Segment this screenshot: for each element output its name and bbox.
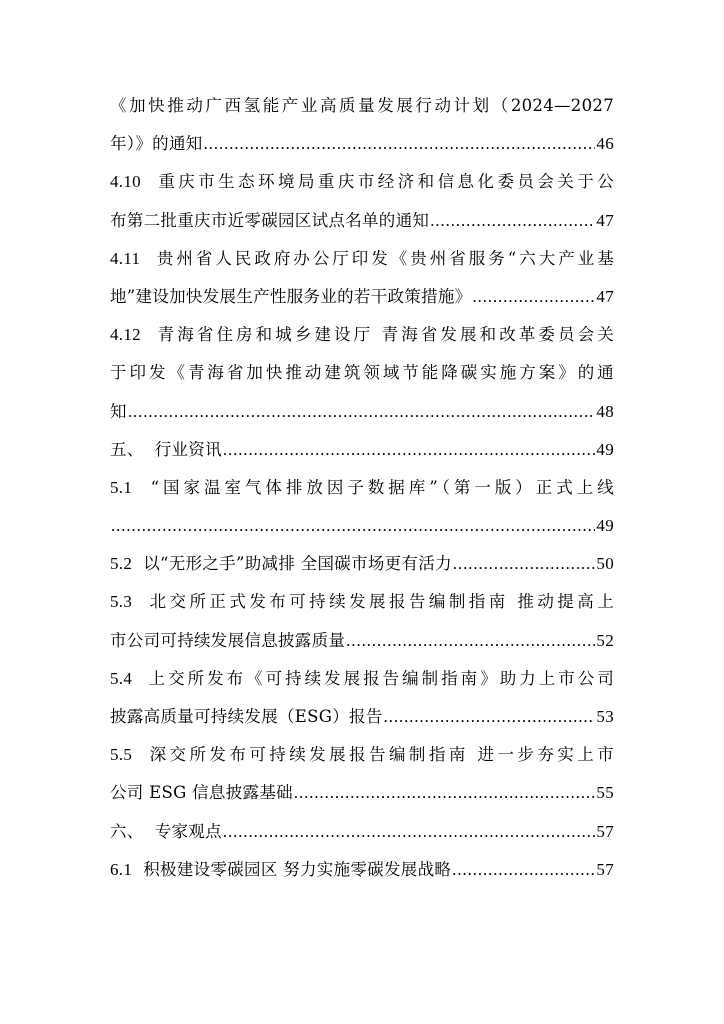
toc-entry-text: 地”建设加快发展生产性服务业的若干政策措施》 [110,286,472,306]
dot-leader [384,698,596,736]
toc-entry-number: 4.12 [110,325,141,345]
toc-entry-text: 布第二批重庆市近零碳园区试点名单的通知 [110,210,430,230]
toc-entry-text: 市公司可持续发展信息披露质量 [110,630,346,650]
toc-entry-5-4-line2[interactable] [110,698,614,736]
dot-leader [111,507,595,545]
toc-entry-number: 6.1 [110,859,133,879]
toc-page-number: 50 [596,554,614,574]
toc-entry-4-11-line1[interactable] [110,240,614,278]
toc-entry-text: 上交所发布《可持续发展报告编制指南》助力上市公司 [148,668,614,688]
toc-entry-5-1-line1[interactable] [110,469,614,507]
toc-entry-text: 公司 ESG 信息披露基础 [110,783,293,803]
toc-page-number: 48 [596,401,614,421]
toc-page-number: 47 [596,286,614,306]
toc-entry-text: 积极建设零碳园区 努力实施零碳发展战略 [143,859,452,879]
toc-section-6[interactable] [110,813,614,851]
dot-leader [430,202,595,240]
toc-entry-text: 以“无形之手”助减排 全国碳市场更有活力 [143,554,452,574]
toc-entry-number: 4.11 [110,248,141,268]
dot-leader [223,431,596,469]
toc-entry-4-10-line1[interactable] [110,163,614,201]
toc-entry-text: 披露高质量可持续发展（ESG）报告 [110,707,383,726]
toc-entry-number: 5.4 [110,668,133,688]
toc-entry-guangxi-hydrogen-line1[interactable] [110,87,614,125]
toc-page-number: 57 [596,859,614,879]
toc-entry-number: 4.10 [110,172,141,192]
toc-page-number: 57 [596,821,614,841]
toc-entry-4-12-line3[interactable] [110,393,614,431]
dot-leader [453,545,596,583]
toc-entry-text: 重庆市生态环境局重庆市经济和信息化委员会关于公 [158,172,614,192]
toc-entry-5-1-line2[interactable] [110,507,614,545]
toc-entry-number: 5.2 [110,554,133,574]
toc-page-number: 49 [596,439,614,459]
table-of-contents [110,87,614,889]
toc-entry-text: 《加快推动广西氢能产业高质量发展行动计划（2024—2027 [110,96,614,115]
toc-entry-4-12-line1[interactable] [110,316,614,354]
toc-entry-text: 深交所发布可持续发展报告编制指南 进一步夯实上市 [149,745,615,765]
toc-entry-guangxi-hydrogen-line2[interactable] [110,125,614,163]
toc-entry-text: 于印发《青海省加快推动建筑领域节能降碳实施方案》的通 [110,363,614,383]
toc-entry-5-5-line2[interactable] [110,774,614,812]
toc-page-number: 52 [596,630,614,650]
toc-entry-4-12-line2[interactable] [110,354,614,392]
toc-entry-number: 5.1 [110,477,133,497]
toc-section-label: 六、 专家观点 [110,821,222,841]
toc-section-5[interactable] [110,431,614,469]
toc-entry-text: 贵州省人民政府办公厅印发《贵州省服务“六大产业基 [156,248,615,268]
toc-page-number: 46 [596,134,614,154]
toc-entry-6-1[interactable] [110,851,614,889]
toc-entry-4-11-line2[interactable] [110,278,614,316]
toc-section-label: 五、 行业资讯 [110,439,222,459]
toc-entry-text: 年）》的通知 [110,134,203,154]
dot-leader [128,393,596,431]
toc-entry-4-10-line2[interactable] [110,202,614,240]
dot-leader [204,125,596,163]
dot-leader [294,774,595,812]
dot-leader [473,278,596,316]
toc-entry-text: 青海省住房和城乡建设厅 青海省发展和改革委员会关 [157,325,615,345]
dot-leader [223,813,596,851]
toc-entry-5-3-line1[interactable] [110,583,614,621]
toc-entry-number: 5.3 [110,592,133,612]
toc-entry-5-5-line1[interactable] [110,736,614,774]
toc-entry-number: 5.5 [110,745,133,765]
toc-page-number: 49 [596,516,614,536]
toc-page-number: 47 [596,210,614,230]
toc-entry-text: 知 [110,401,127,421]
toc-entry-text: “国家温室气体排放因子数据库”（第一版）正式上线 [150,477,614,497]
toc-entry-5-2[interactable] [110,545,614,583]
toc-page-number: 55 [596,783,614,803]
dot-leader [346,622,595,660]
toc-entry-5-4-line1[interactable] [110,660,614,698]
toc-entry-text: 北交所正式发布可持续发展报告编制指南 推动提高上 [149,592,615,612]
dot-leader [452,851,595,889]
toc-entry-5-3-line2[interactable] [110,622,614,660]
toc-page-number: 53 [596,707,614,726]
